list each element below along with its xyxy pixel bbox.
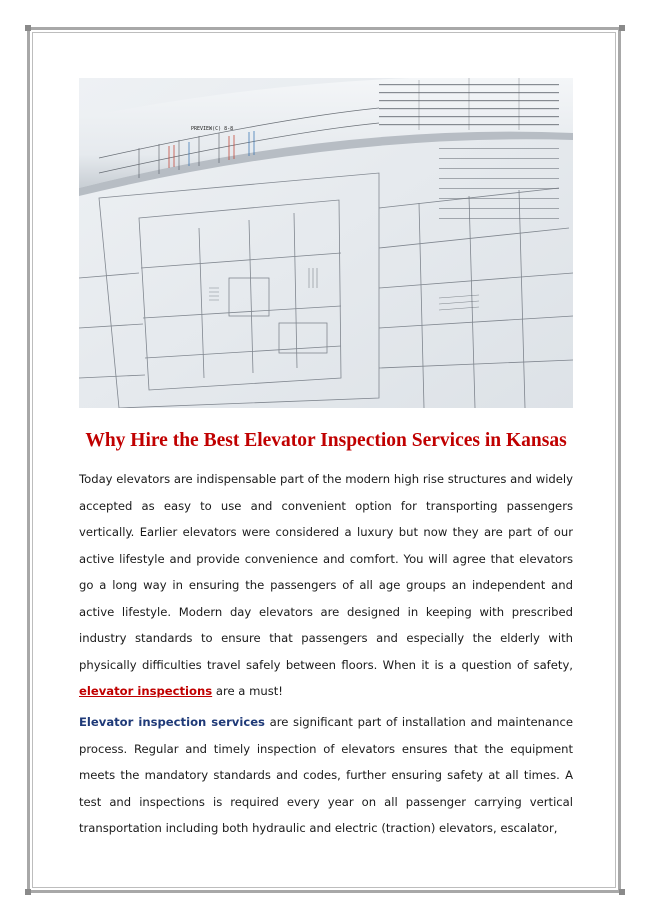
paragraph-intro [79,466,573,705]
paragraph-services-text: are significant part of installation and maintenance process. Regular and timely inspection of elevators ensures that the equipment meets the mandatory standards and codes, further ensuring safety at all times. A test and inspections is required every year on all passenger carrying vertical transportation including both hydraulic and electric (traction) elevators, escalator, [79,715,573,835]
services-lead: Elevator inspection services [79,715,265,729]
corner-ornament [619,25,625,31]
corner-ornament [25,889,31,895]
article-title: Why Hire the Best Elevator Inspection Services in Kansas [85,430,567,451]
paragraph-intro-text: Today elevators are indispensable part of the modern high rise structures and widely accepted as easy to use and convenient option for transporting passengers vertically. Earlier elevators were considered a luxury but now they are part of our active lifestyle and provide convenience and comfort. You will agree that elevators go a long way in ensuring the passengers of all age groups an independent and active lifestyle. Modern day elevators are designed in keeping with prescribed industry standards to ensure that passengers and especially the elderly with physically difficulties travel safely between floors. When it is a question of safety, [79,472,573,672]
paragraph-intro-end: are a must! [212,684,283,698]
corner-ornament [619,889,625,895]
corner-ornament [25,25,31,31]
blueprint-stamp: PREVIEW(C) 8-8 [191,126,234,132]
paragraph-services [79,709,573,842]
elevator-inspections-link[interactable]: elevator inspections [79,684,213,698]
blueprint-image [79,78,573,408]
